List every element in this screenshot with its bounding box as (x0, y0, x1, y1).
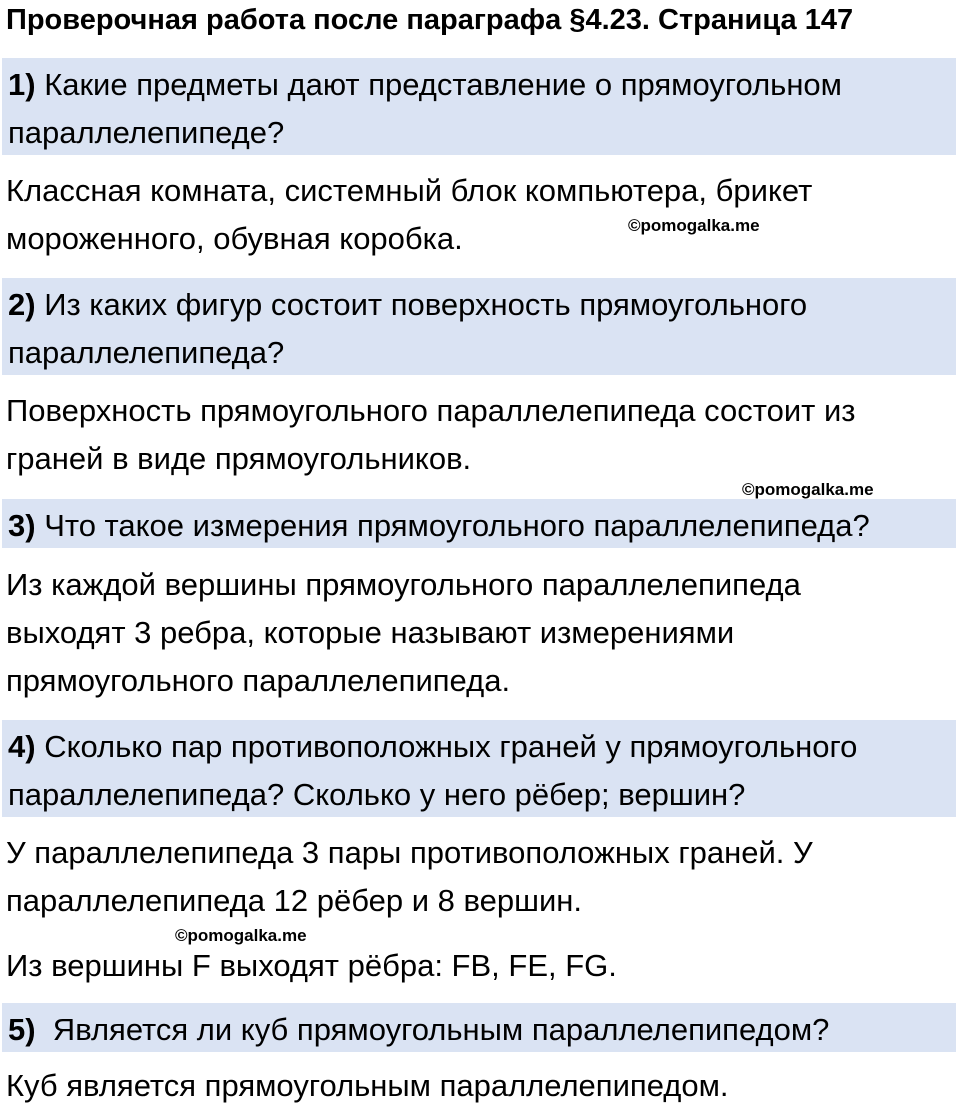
question-number: 2) (8, 287, 36, 322)
question-1 (2, 58, 956, 155)
answer-5: Куб является прямоугольным параллелепипедом. (6, 1068, 729, 1103)
question-3 (2, 499, 956, 548)
answer-4-extra: Из вершины F выходят рёбра: FB, FE, FG. (6, 948, 617, 983)
question-text: Что такое измерения прямоугольного параллелепипеда? (35, 508, 870, 543)
question-text: Сколько пар противоположных граней у прямоугольного параллелепипеда? Сколько у него рёбер; вершин? (8, 729, 858, 812)
watermark: ©pomogalka.me (628, 216, 760, 235)
answer-1: Классная комната, системный блок компьютера, брикет мороженного, обувная коробка. (6, 173, 813, 256)
question-number: 1) (8, 67, 36, 102)
answer-4: У параллелепипеда 3 пары противоположных граней. У параллелепипеда 12 рёбер и 8 вершин. (6, 835, 813, 918)
answer-3: Из каждой вершины прямоугольного параллелепипеда выходят 3 ребра, которые называют измерениями прямоугольного параллелепипеда. (6, 567, 801, 698)
question-2 (2, 278, 956, 375)
question-text: Является ли куб прямоугольным параллелепипедом? (35, 1012, 830, 1047)
question-number: 5) (8, 1012, 36, 1047)
watermark: ©pomogalka.me (742, 480, 874, 499)
question-number: 4) (8, 729, 36, 764)
question-text: Из каких фигур состоит поверхность прямоугольного параллелепипеда? (8, 287, 808, 370)
question-text: Какие предметы дают представление о прямоугольном параллелепипеде? (8, 67, 842, 150)
question-4 (2, 720, 956, 817)
question-5 (2, 1003, 956, 1052)
page-title: Проверочная работа после параграфа §4.23. Страница 147 (6, 4, 854, 36)
question-number: 3) (8, 508, 36, 543)
answer-2: Поверхность прямоугольного параллелепипеда состоит из граней в виде прямоугольников. (6, 393, 856, 476)
watermark: ©pomogalka.me (175, 926, 307, 945)
